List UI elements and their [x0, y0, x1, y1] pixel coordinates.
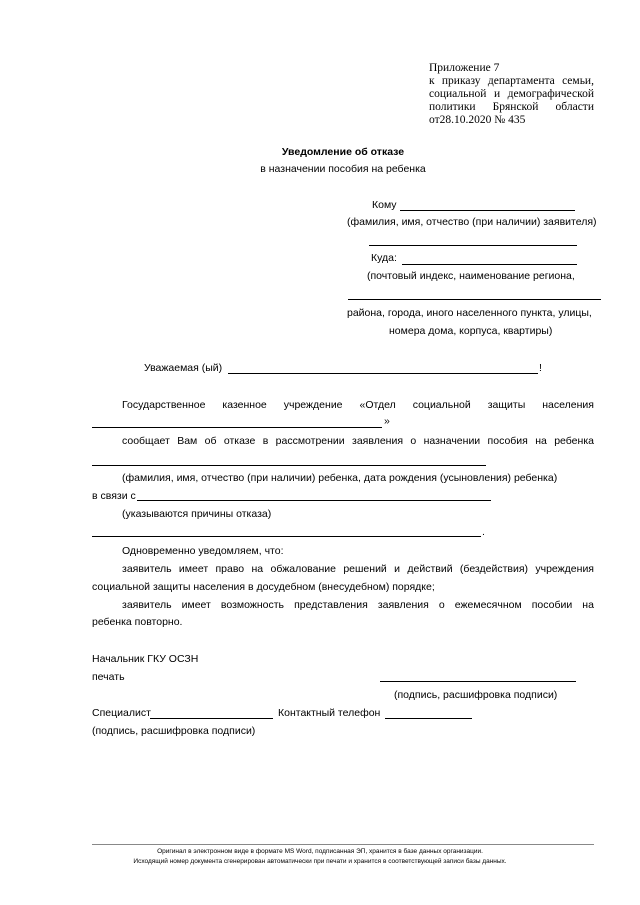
phone-label: Контактный телефон [278, 707, 381, 719]
to-line [400, 210, 575, 211]
right-2-line-1: заявитель имеет возможность представления заявления о ежемесячном пособии на [122, 599, 594, 611]
phone-line [385, 718, 472, 719]
chief-label: Начальник ГКУ ОСЗН [92, 653, 199, 665]
specialist-line [150, 718, 273, 719]
greeting-end: ! [539, 362, 542, 374]
where-label: Куда: [371, 252, 397, 264]
institution-name-line [92, 427, 382, 428]
appendix-line-3: социальной и демографической [429, 88, 594, 100]
footer-line-1: Оригинал в электронном виде в формате MS Word, подписанная ЭП, хранится в базе данных организации. [157, 848, 483, 855]
reason-label: в связи с [92, 490, 136, 502]
reason-end: . [482, 526, 485, 538]
appendix-line-5: от28.10.2020 № 435 [429, 114, 526, 126]
document-title: Уведомление об отказе [281, 146, 405, 158]
to-line-2 [369, 245, 577, 246]
chief-signature-hint: (подпись, расшифровка подписи) [394, 689, 558, 701]
where-line [402, 264, 577, 265]
also-notify: Одновременно уведомляем, что: [122, 545, 284, 557]
to-hint: (фамилия, имя, отчество (при наличии) заявителя) [347, 216, 597, 228]
where-hint-2: района, города, иного населенного пункта, улицы, [347, 307, 592, 319]
child-line [92, 465, 486, 466]
right-1-line-1: заявитель имеет право на обжалование решений и действий (бездействия) учреждения [122, 563, 594, 575]
institution-close-quote: » [384, 415, 390, 427]
appendix-line-1: Приложение 7 [429, 62, 500, 74]
reason-line-2 [92, 536, 481, 537]
to-label: Кому [372, 199, 397, 211]
refusal-line: сообщает Вам об отказе в рассмотрении заявления о назначении пособия на ребенка [122, 435, 594, 447]
appendix-line-4: политики Брянской области [429, 101, 594, 113]
reason-hint: (указываются причины отказа) [122, 508, 272, 520]
appendix-line-2: к приказу департамента семьи, [429, 75, 594, 87]
stamp-label: печать [92, 671, 125, 683]
where-line-2 [348, 299, 601, 300]
institution-line: Государственное казенное учреждение «Отдел социальной защиты населения [122, 399, 594, 411]
greeting-line [228, 373, 538, 374]
right-2-line-2: ребенка повторно. [92, 616, 183, 628]
specialist-hint: (подпись, расшифровка подписи) [92, 725, 256, 737]
where-hint-3: номера дома, корпуса, квартиры) [389, 325, 553, 337]
where-hint-1: (почтовый индекс, наименование региона, [367, 270, 575, 282]
specialist-label: Специалист [92, 707, 151, 719]
child-hint: (фамилия, имя, отчество (при наличии) ребенка, дата рождения (усыновления) ребенка) [122, 472, 558, 484]
footer-divider [92, 844, 594, 845]
greeting-label: Уважаемая (ый) [144, 362, 223, 374]
right-1-line-2: социальной защиты населения в досудебном (внесудебном) порядке; [92, 581, 435, 593]
reason-line [137, 500, 491, 501]
chief-signature-line [380, 681, 576, 682]
document-subtitle: в назначении пособия на ребенка [260, 163, 426, 175]
footer-line-2: Исходящий номер документа сгенерирован автоматически при печати и хранится в соответствующей записи базы данных. [133, 858, 507, 865]
